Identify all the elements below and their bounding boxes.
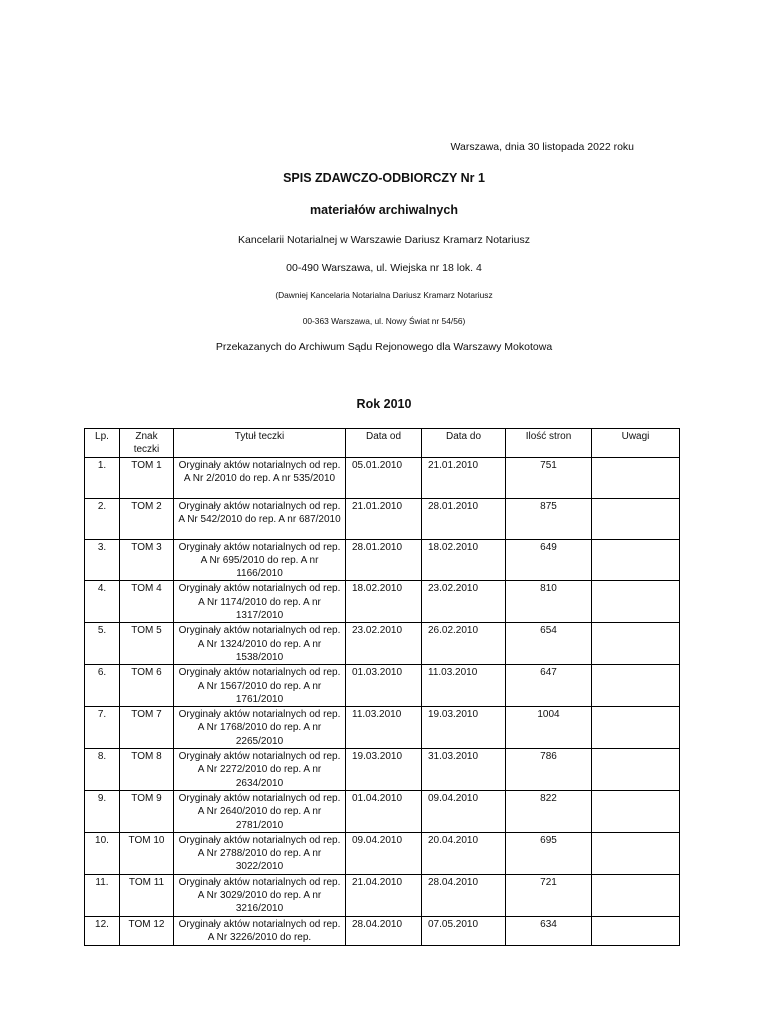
cell-data-od: 01.03.2010: [346, 665, 422, 707]
cell-uwagi: [592, 874, 680, 916]
cell-znak: TOM 3: [120, 539, 174, 581]
cell-lp: 9.: [85, 790, 120, 832]
document-subtitle: materiałów archiwalnych: [310, 203, 458, 217]
cell-uwagi: [592, 707, 680, 749]
cell-znak: TOM 5: [120, 623, 174, 665]
document-title: SPIS ZDAWCZO-ODBIORCZY Nr 1: [283, 171, 485, 185]
cell-data-od: 28.01.2010: [346, 539, 422, 581]
cell-data-do: 20.04.2010: [422, 832, 506, 874]
cell-uwagi: [592, 539, 680, 581]
cell-data-od: 28.04.2010: [346, 916, 422, 945]
cell-znak: TOM 10: [120, 832, 174, 874]
former-office-address: 00-363 Warszawa, ul. Nowy Świat nr 54/56): [302, 316, 466, 326]
transfer-destination: Przekazanych do Archiwum Sądu Rejonowego dla Warszawy Mokotowa: [215, 341, 553, 353]
office-address: 00-490 Warszawa, ul. Wiejska nr 18 lok. 4: [286, 262, 482, 274]
place-date: Warszawa, dnia 30 listopada 2022 roku: [450, 141, 634, 153]
cell-ilosc-stron: 721: [506, 874, 592, 916]
cell-ilosc-stron: 875: [506, 498, 592, 539]
table-row: [85, 916, 680, 945]
column-header-uwagi: Uwagi: [592, 429, 680, 458]
cell-znak: TOM 8: [120, 749, 174, 791]
cell-uwagi: [592, 665, 680, 707]
cell-ilosc-stron: 786: [506, 749, 592, 791]
cell-ilosc-stron: 695: [506, 832, 592, 874]
cell-lp: 4.: [85, 581, 120, 623]
cell-lp: 1.: [85, 457, 120, 498]
cell-tytul: Oryginały aktów notarialnych od rep. A Nr 3029/2010 do rep. A nr 3216/2010: [174, 874, 346, 916]
table-row: [85, 749, 680, 791]
cell-data-do: 19.03.2010: [422, 707, 506, 749]
cell-uwagi: [592, 832, 680, 874]
table-row: [85, 790, 680, 832]
cell-ilosc-stron: 654: [506, 623, 592, 665]
cell-lp: 10.: [85, 832, 120, 874]
cell-uwagi: [592, 790, 680, 832]
cell-tytul: Oryginały aktów notarialnych od rep. A Nr 1174/2010 do rep. A nr 1317/2010: [174, 581, 346, 623]
records-table: [84, 428, 680, 946]
column-header-znak: Znak teczki: [120, 429, 174, 458]
cell-data-do: 23.02.2010: [422, 581, 506, 623]
cell-data-do: 28.01.2010: [422, 498, 506, 539]
cell-tytul: Oryginały aktów notarialnych od rep. A Nr 1768/2010 do rep. A nr 2265/2010: [174, 707, 346, 749]
cell-uwagi: [592, 581, 680, 623]
cell-znak: TOM 7: [120, 707, 174, 749]
cell-tytul: Oryginały aktów notarialnych od rep. A Nr 542/2010 do rep. A nr 687/2010: [174, 498, 346, 539]
cell-ilosc-stron: 751: [506, 457, 592, 498]
cell-data-od: 23.02.2010: [346, 623, 422, 665]
column-header-data-od: Data od: [346, 429, 422, 458]
cell-tytul: Oryginały aktów notarialnych od rep. A Nr 2640/2010 do rep. A nr 2781/2010: [174, 790, 346, 832]
cell-data-do: 09.04.2010: [422, 790, 506, 832]
table-row: [85, 457, 680, 498]
cell-data-do: 31.03.2010: [422, 749, 506, 791]
cell-lp: 7.: [85, 707, 120, 749]
former-office-name: (Dawniej Kancelaria Notarialna Dariusz Kramarz Notariusz: [275, 290, 493, 300]
cell-lp: 8.: [85, 749, 120, 791]
cell-uwagi: [592, 916, 680, 945]
table-row: [85, 498, 680, 539]
cell-uwagi: [592, 749, 680, 791]
cell-znak: TOM 11: [120, 874, 174, 916]
cell-data-od: 19.03.2010: [346, 749, 422, 791]
cell-data-od: 21.04.2010: [346, 874, 422, 916]
cell-znak: TOM 9: [120, 790, 174, 832]
cell-znak: TOM 2: [120, 498, 174, 539]
cell-lp: 5.: [85, 623, 120, 665]
column-header-ilosc-stron: Ilość stron: [506, 429, 592, 458]
table-row: [85, 623, 680, 665]
cell-lp: 3.: [85, 539, 120, 581]
cell-data-do: 07.05.2010: [422, 916, 506, 945]
table-row: [85, 539, 680, 581]
cell-tytul: Oryginały aktów notarialnych od rep. A Nr 695/2010 do rep. A nr 1166/2010: [174, 539, 346, 581]
cell-data-do: 28.04.2010: [422, 874, 506, 916]
cell-znak: TOM 6: [120, 665, 174, 707]
table-row: [85, 665, 680, 707]
cell-data-do: 21.01.2010: [422, 457, 506, 498]
column-header-lp: Lp.: [85, 429, 120, 458]
cell-ilosc-stron: 647: [506, 665, 592, 707]
cell-lp: 12.: [85, 916, 120, 945]
cell-tytul: Oryginały aktów notarialnych od rep. A Nr 2788/2010 do rep. A nr 3022/2010: [174, 832, 346, 874]
cell-uwagi: [592, 623, 680, 665]
cell-tytul: Oryginały aktów notarialnych od rep. A Nr 1324/2010 do rep. A nr 1538/2010: [174, 623, 346, 665]
cell-data-od: 09.04.2010: [346, 832, 422, 874]
column-header-tytul: Tytuł teczki: [174, 429, 346, 458]
cell-ilosc-stron: 1004: [506, 707, 592, 749]
cell-data-od: 21.01.2010: [346, 498, 422, 539]
cell-ilosc-stron: 649: [506, 539, 592, 581]
table-row: [85, 874, 680, 916]
table-body: [85, 457, 680, 945]
table-row: [85, 581, 680, 623]
cell-ilosc-stron: 634: [506, 916, 592, 945]
cell-lp: 11.: [85, 874, 120, 916]
cell-data-do: 11.03.2010: [422, 665, 506, 707]
cell-ilosc-stron: 822: [506, 790, 592, 832]
cell-data-od: 01.04.2010: [346, 790, 422, 832]
table-row: [85, 707, 680, 749]
cell-uwagi: [592, 498, 680, 539]
cell-tytul: Oryginały aktów notarialnych od rep. A Nr 2272/2010 do rep. A nr 2634/2010: [174, 749, 346, 791]
cell-znak: TOM 12: [120, 916, 174, 945]
cell-znak: TOM 4: [120, 581, 174, 623]
cell-data-od: 11.03.2010: [346, 707, 422, 749]
cell-data-do: 26.02.2010: [422, 623, 506, 665]
cell-data-od: 05.01.2010: [346, 457, 422, 498]
table-header-row: [85, 429, 680, 458]
cell-data-od: 18.02.2010: [346, 581, 422, 623]
year-heading: Rok 2010: [356, 397, 412, 411]
column-header-data-do: Data do: [422, 429, 506, 458]
cell-tytul: Oryginały aktów notarialnych od rep. A Nr 1567/2010 do rep. A nr 1761/2010: [174, 665, 346, 707]
cell-znak: TOM 1: [120, 457, 174, 498]
cell-ilosc-stron: 810: [506, 581, 592, 623]
office-name: Kancelarii Notarialnej w Warszawie Dariusz Kramarz Notariusz: [238, 234, 530, 246]
cell-lp: 6.: [85, 665, 120, 707]
cell-lp: 2.: [85, 498, 120, 539]
cell-tytul: Oryginały aktów notarialnych od rep. A Nr 3226/2010 do rep.: [174, 916, 346, 945]
cell-tytul: Oryginały aktów notarialnych od rep. A Nr 2/2010 do rep. A nr 535/2010: [174, 457, 346, 498]
cell-data-do: 18.02.2010: [422, 539, 506, 581]
table-row: [85, 832, 680, 874]
cell-uwagi: [592, 457, 680, 498]
